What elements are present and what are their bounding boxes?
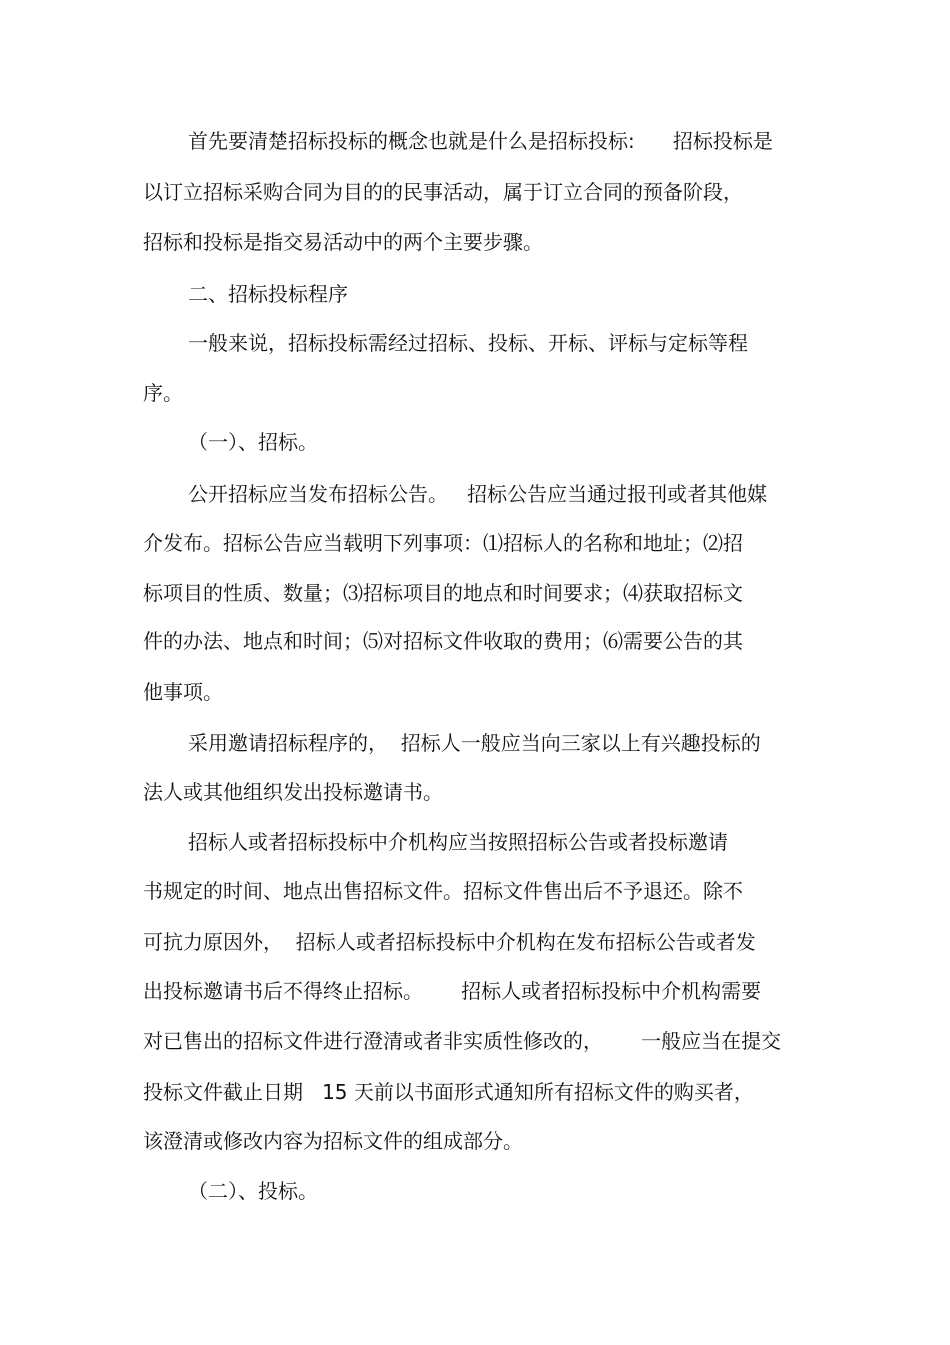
text-line-16: 书规定的时间、地点出售招标文件。招标文件售出后不予退还。除不 <box>143 879 743 903</box>
text-line-18: 出投标邀请书后不得终止招标。 招标人或者招标投标中介机构需要 <box>143 979 762 1003</box>
text-line-3: 招标和投标是指交易活动中的两个主要步骤。 <box>143 230 543 254</box>
subsection-heading-2: （二）、投标。 <box>188 1179 318 1203</box>
text-line-9: 介发布。招标公告应当载明下列事项：⑴招标人的名称和地址；⑵招 <box>143 531 743 555</box>
section-heading: 二、招标投标程序 <box>188 282 348 306</box>
text-line-20: 投标文件截止日期 15 天前以书面形式通知所有招标文件的购买者， <box>143 1080 754 1104</box>
subsection-heading-1: （一）、招标。 <box>188 430 318 454</box>
text-line-13: 采用邀请招标程序的， 招标人一般应当向三家以上有兴趣投标的 <box>188 731 761 755</box>
text-line-21: 该澄清或修改内容为招标文件的组成部分。 <box>143 1129 523 1153</box>
text-line-11: 件的办法、地点和时间；⑸对招标文件收取的费用；⑹需要公告的其 <box>143 629 743 653</box>
text-line-12: 他事项。 <box>143 680 223 704</box>
text-line-10: 标项目的性质、数量；⑶招标项目的地点和时间要求；⑷获取招标文 <box>143 581 743 605</box>
text-line-15: 招标人或者招标投标中介机构应当按照招标公告或者投标邀请 <box>188 830 728 854</box>
text-line-1: 首先要清楚招标投标的概念也就是什么是招标投标: 招标投标是 <box>188 129 773 153</box>
text-line-14: 法人或其他组织发出投标邀请书。 <box>143 780 443 804</box>
text-line-2: 以订立招标采购合同为目的的民事活动，属于订立合同的预备阶段， <box>143 180 743 204</box>
text-line-6: 序。 <box>143 381 183 405</box>
text-line-8: 公开招标应当发布招标公告。 招标公告应当通过报刊或者其他媒 <box>188 482 768 506</box>
text-line-19: 对已售出的招标文件进行澄清或者非实质性修改的， 一般应当在提交 <box>143 1029 782 1053</box>
text-line-5: 一般来说，招标投标需经过招标、投标、开标、评标与定标等程 <box>188 331 748 355</box>
text-line-17: 可抗力原因外， 招标人或者招标投标中介机构在发布招标公告或者发 <box>143 930 756 954</box>
